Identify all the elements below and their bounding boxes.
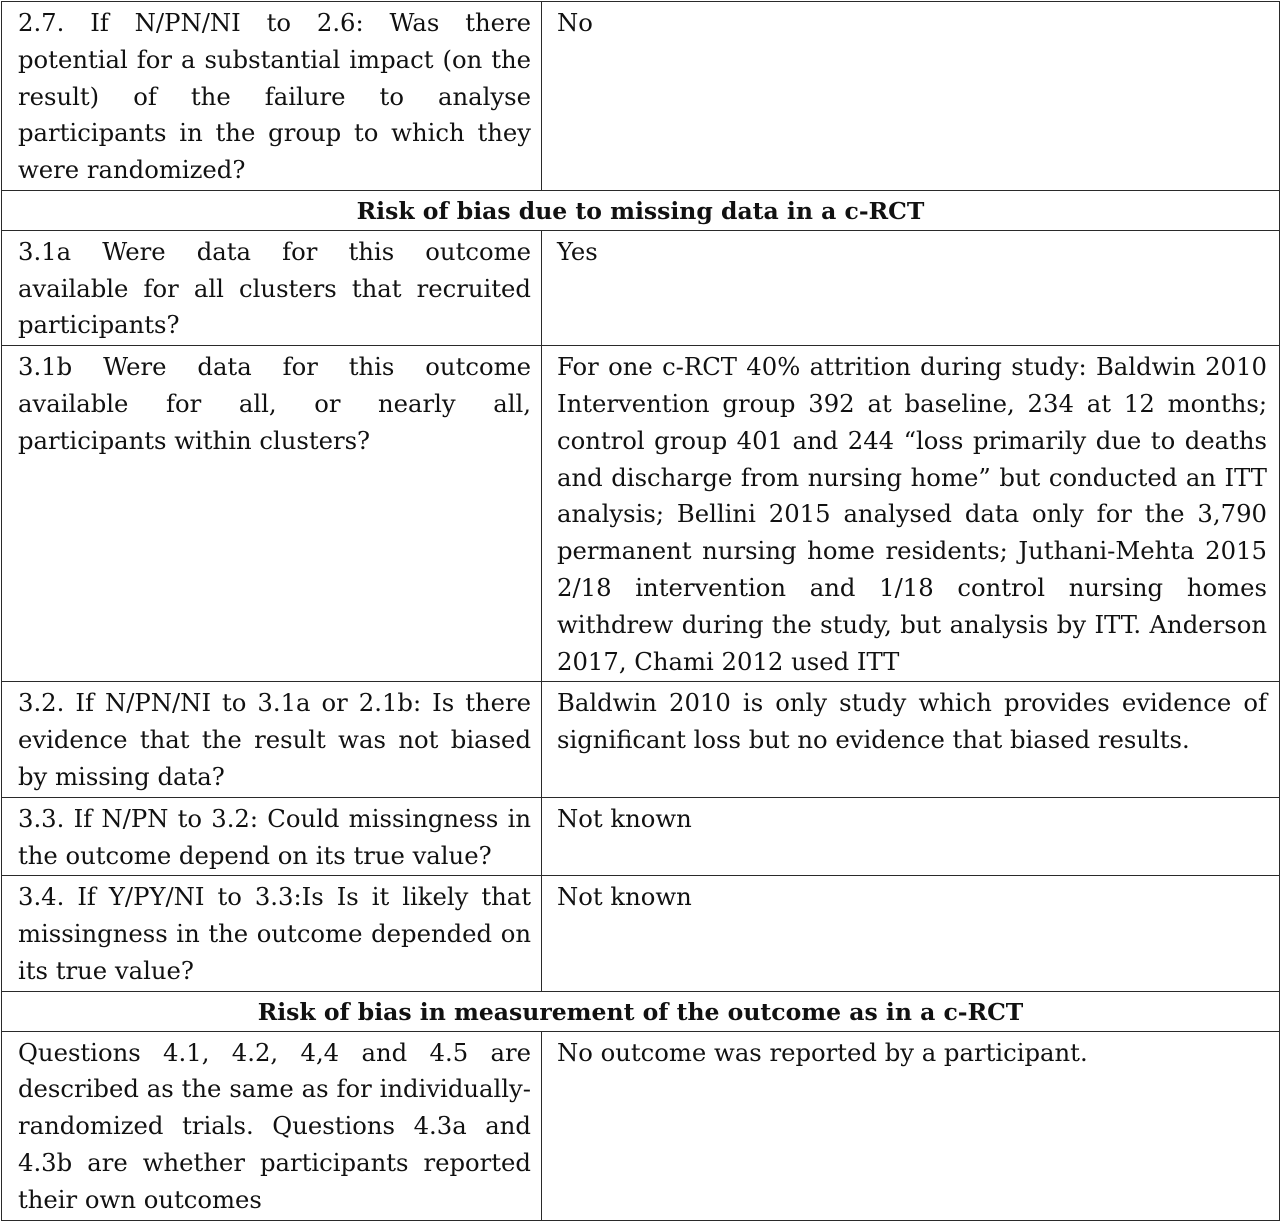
question-cell: 3.4. If Y/PY/NI to 3.3:Is Is it likely that missingness in the outcome depended on its true value? xyxy=(2,876,542,991)
question-cell: 3.1a Were data for this outcome available for all clusters that recruited participants? xyxy=(2,230,542,345)
question-cell: 3.1b Were data for this outcome available for all, or nearly all, participants within clusters? xyxy=(2,346,542,682)
answer-cell: No xyxy=(542,2,1280,191)
table-row xyxy=(2,682,1280,797)
section-header: Risk of bias in measurement of the outcome as in a c-RCT xyxy=(2,991,1280,1031)
section-header: Risk of bias due to missing data in a c-RCT xyxy=(2,190,1280,230)
answer-cell: Yes xyxy=(542,230,1280,345)
risk-of-bias-table xyxy=(1,1,1280,1221)
answer-cell: Not known xyxy=(542,876,1280,991)
question-cell: 3.3. If N/PN to 3.2: Could missingness in the outcome depend on its true value? xyxy=(2,797,542,876)
section-header-row xyxy=(2,991,1280,1031)
question-cell: Questions 4.1, 4.2, 4,4 and 4.5 are described as the same as for individually-randomized trials. Questions 4.3a and 4.3b are whether participants reported their own outcomes xyxy=(2,1031,542,1220)
question-cell: 2.7. If N/PN/NI to 2.6: Was there potential for a substantial impact (on the result) of the failure to analyse participants in the group to which they were randomized? xyxy=(2,2,542,191)
answer-cell: No outcome was reported by a participant. xyxy=(542,1031,1280,1220)
table-row xyxy=(2,876,1280,991)
section-header-row xyxy=(2,190,1280,230)
table-row xyxy=(2,797,1280,876)
table-row xyxy=(2,2,1280,191)
table-row xyxy=(2,1031,1280,1220)
answer-cell: For one c-RCT 40% attrition during study: Baldwin 2010 Intervention group 392 at baseline, 234 at 12 months; control group 401 and 244 “loss primarily due to deaths and discharge from nursing home” but conducted an ITT analysis; Bellini 2015 analysed data only for the 3,790 permanent nursing home residents; Juthani-Mehta 2015 2/18 intervention and 1/18 control nursing homes withdrew during the study, but analysis by ITT. Anderson 2017, Chami 2012 used ITT xyxy=(542,346,1280,682)
question-cell: 3.2. If N/PN/NI to 3.1a or 2.1b: Is there evidence that the result was not biased by missing data? xyxy=(2,682,542,797)
answer-cell: Baldwin 2010 is only study which provides evidence of significant loss but no evidence that biased results. xyxy=(542,682,1280,797)
table-row xyxy=(2,230,1280,345)
table-row xyxy=(2,346,1280,682)
answer-cell: Not known xyxy=(542,797,1280,876)
